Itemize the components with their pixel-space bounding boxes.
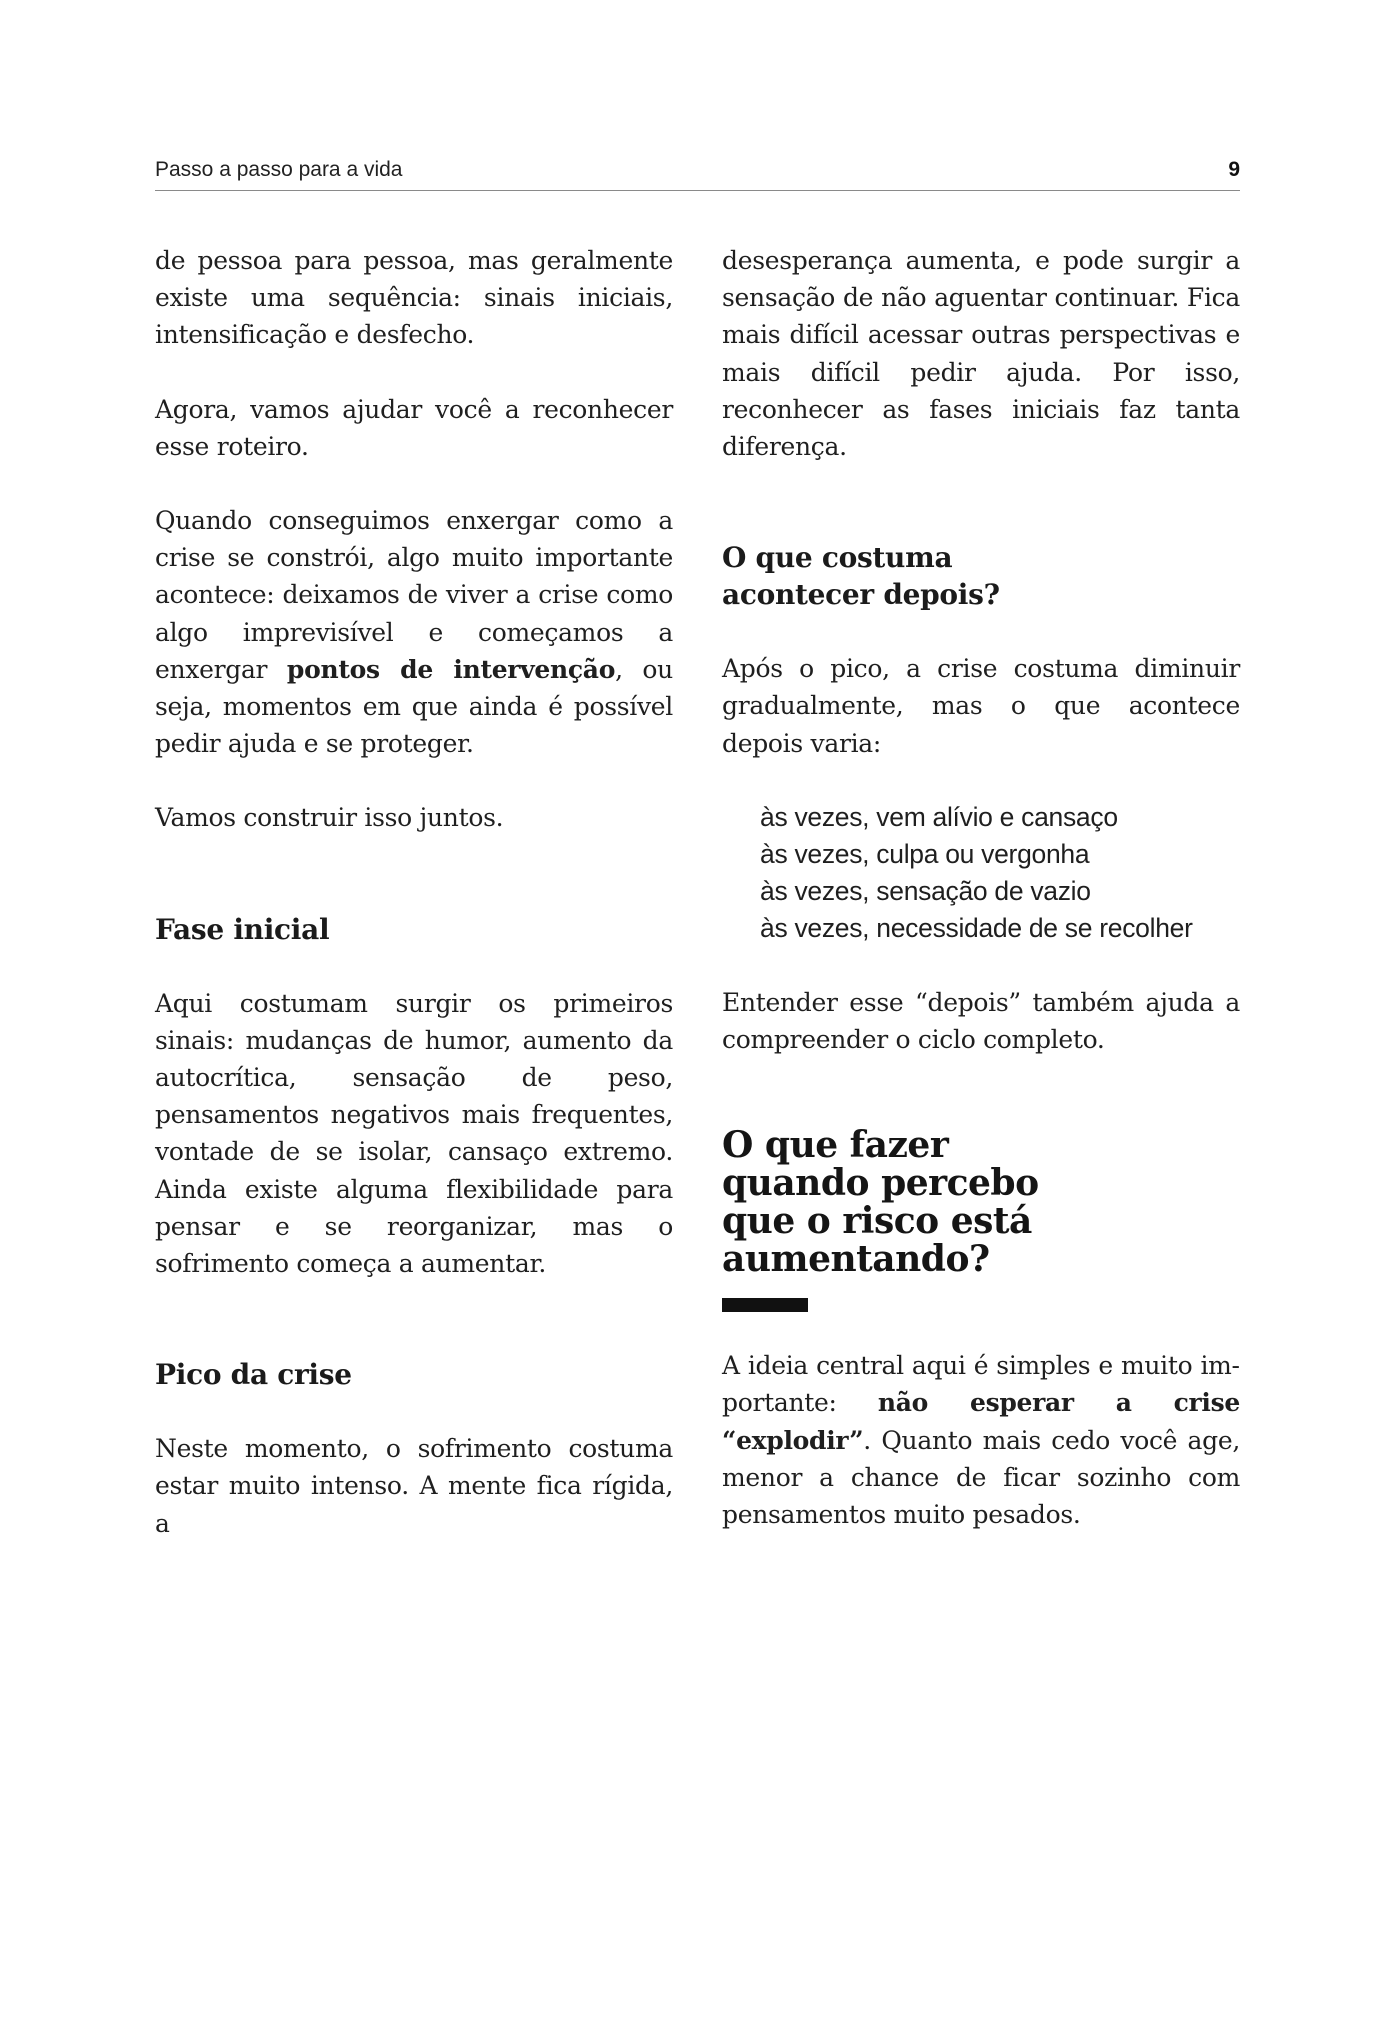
paragraph: Aqui costumam surgir os primeiros sinais: mudanças de humor, aumento da autocrítica, sensação de peso, pensamentos negativos mais frequentes, vontade de se isolar, cansaço extremo. Ainda existe alguma flexibilidade para pensar e se reorganizar, mas o sofrimento começa a aumentar. [155,988,673,1279]
section-heading-pico-da-crise: Pico da crise [155,1358,352,1392]
list-item: às vezes, sensação de vazio [760,875,1091,906]
page-number: 9 [1228,158,1240,181]
right-column [722,242,1240,1533]
left-column [155,242,673,1542]
section-heading-depois: O que costuma acontecer depois? [722,541,1000,612]
list-item: às vezes, vem alívio e cansaço [760,801,1118,832]
list-item: às vezes, culpa ou vergonha [760,838,1090,869]
paragraph: de pessoa para pessoa, mas geralmente existe uma sequência: sinais iniciais, intensificação e desfecho. [155,246,673,350]
paragraph: Neste momento, o sofrimento costuma estar muito intenso. A mente fica rígida, a [155,1434,673,1538]
section-title-what-to-do: O que fazer quando percebo que o risco está aumentando? [722,1124,1039,1281]
running-title: Passo a passo para a vida [155,158,403,181]
list-item: às vezes, necessidade de se recolher [760,912,1193,943]
paragraph: Após o pico, a crise costuma diminuir gradualmente, mas o que acontece depois varia: [722,654,1240,758]
after-effects-list [722,799,1240,947]
title-underline-bar [722,1298,808,1312]
running-header [155,158,1240,191]
paragraph: Entender esse “depois” também ajuda a compreender o ciclo completo. [722,987,1240,1055]
emphasis: não esperar a crise “explodir” [722,1388,1240,1455]
paragraph: Vamos construir isso juntos. [155,803,504,833]
paragraph: desesperança aumenta, e pode surgir a sensação de não aguentar continuar. Fica mais difícil acessar outras perspectivas e mais difícil pedir ajuda. Por isso, reconhecer as fases iniciais faz tanta diferença. [722,246,1240,462]
paragraph: A ideia central aqui é simples e muito importante: não esperar a crise “explodir”. Quanto mais cedo você age, menor a chance de ficar sozinho com pensamentos muito pesados. [722,1351,1240,1530]
emphasis: pontos de intervenção [286,654,616,684]
section-heading-fase-inicial: Fase inicial [155,912,330,946]
paragraph: Agora, vamos ajudar você a reconhecer esse roteiro. [155,394,673,461]
paragraph: Quando conseguimos enxergar como a crise se constrói, algo muito importante acontece: deixamos de viver a crise como algo imprevisível e começamos a enxergar pontos de intervenção, ou seja, momentos em que ainda é possível pedir ajuda e se proteger. [155,506,673,759]
